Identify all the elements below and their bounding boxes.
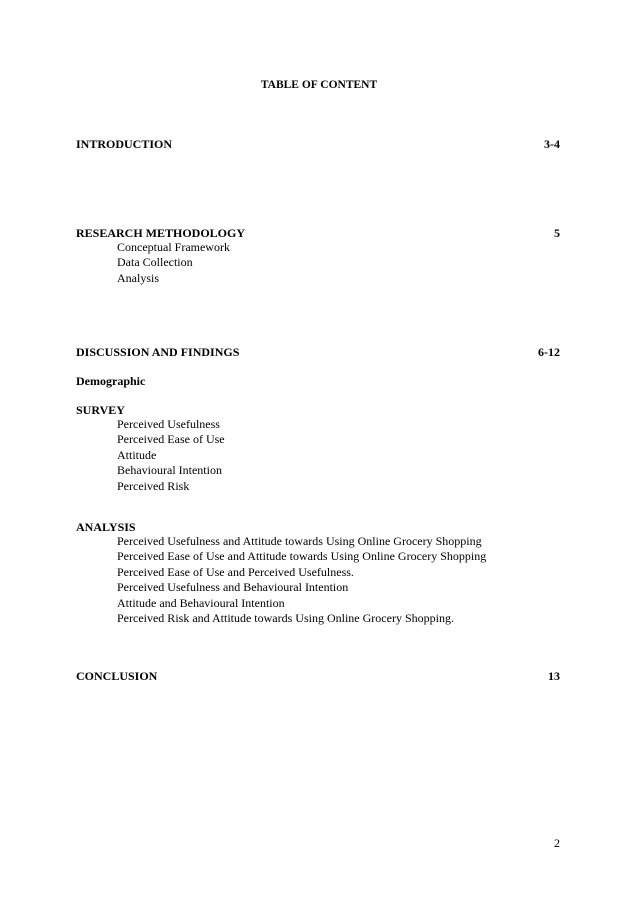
list-item: Data Collection <box>117 255 193 270</box>
list-item: Perceived Ease of Use and Attitude towards Using Online Grocery Shopping <box>117 549 487 564</box>
toc-heading-label: DISCUSSION AND FINDINGS <box>76 345 240 359</box>
toc-heading-label: CONCLUSION <box>76 669 158 683</box>
toc-page-number: 6-12 <box>538 345 560 359</box>
toc-entry-research-methodology <box>76 226 560 240</box>
page-title: TABLE OF CONTENT <box>260 79 378 91</box>
list-item: Analysis <box>117 270 159 285</box>
toc-page-number: 3-4 <box>544 137 560 151</box>
list-item: Perceived Risk and Attitude towards Using Online Grocery Shopping. <box>117 611 454 626</box>
toc-entry-demographic <box>76 374 560 388</box>
list-item: Conceptual Framework <box>117 240 230 254</box>
methodology-subsections <box>117 240 230 286</box>
toc-heading-label: ANALYSIS <box>76 520 136 534</box>
toc-entry-introduction <box>76 137 560 151</box>
toc-entry-analysis <box>76 520 560 534</box>
toc-entry-conclusion <box>76 669 560 683</box>
list-item: Perceived Risk <box>117 478 190 493</box>
toc-heading-label: INTRODUCTION <box>76 137 173 151</box>
toc-heading-label: SURVEY <box>76 403 125 417</box>
survey-subsections <box>117 417 225 494</box>
list-item: Perceived Usefulness <box>117 417 220 431</box>
list-item: Behavioural Intention <box>117 463 222 478</box>
list-item: Attitude and Behavioural Intention <box>117 595 285 610</box>
analysis-subsections <box>117 534 486 626</box>
toc-heading-label: Demographic <box>76 374 146 388</box>
list-item: Perceived Usefulness and Attitude towards Using Online Grocery Shopping <box>117 534 482 548</box>
toc-page-number: 5 <box>554 226 560 240</box>
list-item: Perceived Ease of Use <box>117 432 225 447</box>
list-item: Perceived Usefulness and Behavioural Intention <box>117 580 349 595</box>
toc-entry-discussion-and-findings <box>76 345 560 359</box>
list-item: Attitude <box>117 447 157 462</box>
toc-heading-label: RESEARCH METHODOLOGY <box>76 226 246 240</box>
toc-entry-survey <box>76 403 560 417</box>
toc-page-number: 13 <box>548 669 560 683</box>
page-number: 2 <box>554 836 560 850</box>
list-item: Perceived Ease of Use and Perceived Usefulness. <box>117 564 354 579</box>
